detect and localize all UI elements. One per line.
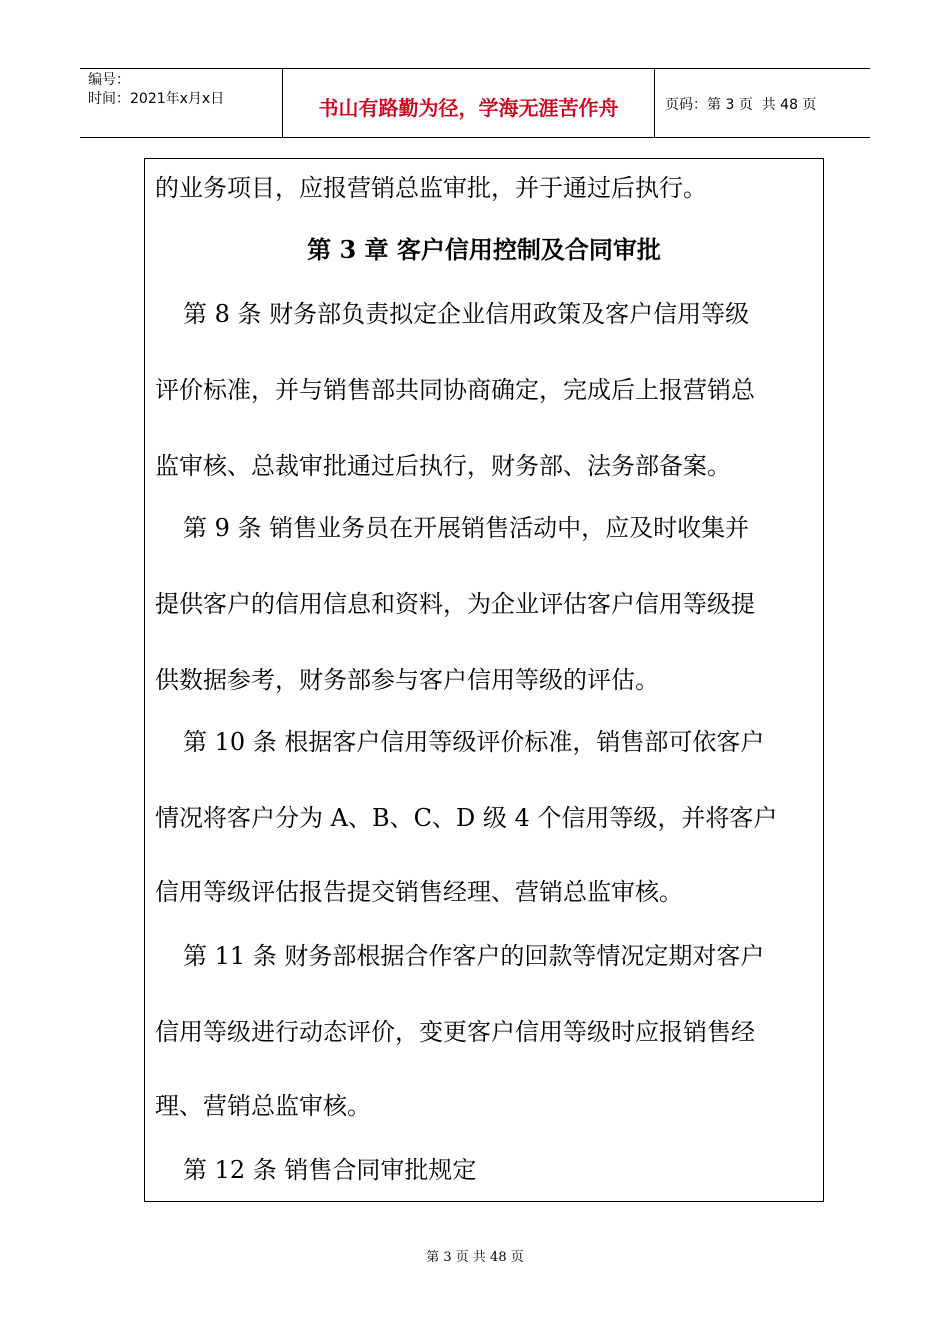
page-header [80, 68, 870, 138]
article-9-line-1: 第 9 条 销售业务员在开展销售活动中，应及时收集并 [183, 514, 750, 542]
page-footer: 第 3 页 共 48 页 [426, 1250, 524, 1265]
header-motto: 书山有路勤为径，学海无涯苦作舟 [283, 69, 655, 137]
article-9-line-2: 提供客户的信用信息和资料，为企业评估客户信用等级提 [155, 590, 755, 618]
article-12-line-1: 第 12 条 销售合同审批规定 [183, 1156, 477, 1184]
document-time: 时间：2021年x月x日 [88, 91, 225, 107]
article-10-line-1: 第 10 条 根据客户信用等级评价标准，销售部可依客户 [183, 728, 765, 756]
article-11-line-3: 理、营销总监审核。 [155, 1092, 371, 1120]
article-8-line-1: 第 8 条 财务部负责拟定企业信用政策及客户信用等级 [183, 300, 750, 328]
article-8-line-2: 评价标准，并与销售部共同协商确定，完成后上报营销总 [155, 376, 755, 404]
article-8-line-3: 监审核、总裁审批通过后执行，财务部、法务部备案。 [155, 452, 731, 480]
document-number-label: 编号： [88, 72, 130, 88]
chapter-heading: 第 3 章 客户信用控制及合同审批 [307, 235, 661, 264]
header-page-info [655, 69, 870, 137]
article-11-line-1: 第 11 条 财务部根据合作客户的回款等情况定期对客户 [183, 942, 765, 970]
page-info-text: 页码：第 3 页 共 48 页 [665, 97, 817, 113]
article-9-line-3: 供数据参考，财务部参与客户信用等级的评估。 [155, 666, 659, 694]
article-10-line-3: 信用等级评估报告提交销售经理、营销总监审核。 [155, 878, 683, 906]
article-10-line-2: 情况将客户分为 A、B、C、D 级 4 个信用等级，并将客户 [155, 804, 778, 832]
text-line: 的业务项目，应报营销总监审批，并于通过后执行。 [155, 174, 707, 202]
article-11-line-2: 信用等级进行动态评价，变更客户信用等级时应报销售经 [155, 1018, 755, 1046]
document-body [144, 158, 824, 1202]
header-meta [80, 69, 283, 137]
